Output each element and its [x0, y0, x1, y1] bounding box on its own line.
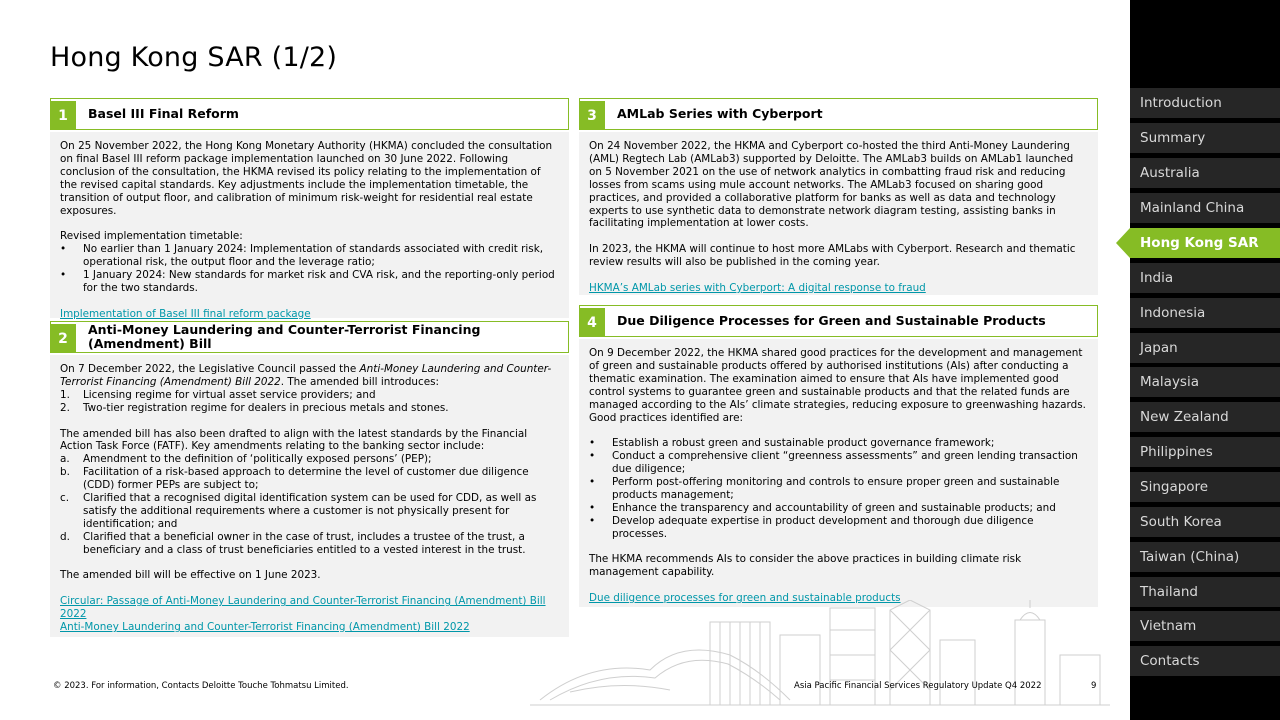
lettered-item: a. Amendment to the definition of ‘politically exposed persons’ (PEP); — [60, 453, 432, 466]
bullet-item: • 1 January 2024: New standards for market risk and CVA risk, and the reporting-only period for the two standards. — [60, 269, 555, 294]
page-number: 9 — [1091, 681, 1097, 691]
numbered-item: 2. Two-tier registration regime for dealers in precious metals and stones. — [60, 401, 449, 414]
section-number-badge: 3 — [579, 101, 605, 130]
paragraph: Revised implementation timetable: — [60, 230, 243, 243]
circular-link[interactable]: Circular: Passage of Anti-Money Laundering and Counter-Terrorist Financing (Amendment) Bill 2022 — [60, 595, 546, 621]
nav-item-taiwan-china[interactable]: Taiwan (China) — [1130, 542, 1280, 572]
active-nav-arrow-icon — [1116, 228, 1130, 258]
bullet-item: • Perform post-offering monitoring and controls to ensure proper green and sustainable products management; — [589, 476, 1060, 501]
section-1-body — [50, 132, 569, 318]
lettered-item: d. Clarified that a beneficial owner in the case of trust, includes a trustee of the trust, a beneficiary and a class of trust beneficiaries entitled to a vested interest in the trust. — [60, 530, 526, 556]
bullet-item: • Establish a robust green and sustainable product governance framework; — [589, 437, 995, 450]
nav-item-australia[interactable]: Australia — [1130, 158, 1280, 188]
section-1-header — [50, 98, 569, 130]
paragraph: On 9 December 2022, the HKMA shared good practices for the development and management of green and sustainable products offered by authorised institutions (AIs) after conducting a thematic examination. The examination aimed to ensure that AIs have implemented good control systems to guarantee green and sustainable products and that the related funds are managed according to the AIs’ climate strategies, reducing exposure to greenwashing hazards. Good practices identified are: — [589, 347, 1086, 424]
nav-item-thailand[interactable]: Thailand — [1130, 577, 1280, 607]
section-title: Anti-Money Laundering and Counter-Terrorist Financing (Amendment) Bill — [88, 322, 481, 351]
lettered-item: b. Facilitation of a risk-based approach to determine the level of customer due diligence (CDD) former PEPs are subject to; — [60, 466, 529, 492]
section-number-badge: 2 — [50, 324, 76, 353]
paragraph: On 25 November 2022, the Hong Kong Monetary Authority (HKMA) concluded the consultation on final Basel III reform package implementation launched on 30 June 2022. Following conclusion of the consultation, the HKMA revised its policy relating to the implementation of the revised capital standards. Key adjustments include the implementation timetable, the transition of output floor, and calibration of minimum risk-weight for residential real estate exposures. — [60, 140, 553, 217]
nav-item-indonesia[interactable]: Indonesia — [1130, 298, 1280, 328]
numbered-item: 1. Licensing regime for virtual asset service providers; and — [60, 388, 376, 401]
paragraph: On 24 November 2022, the HKMA and Cyberport co-hosted the third Anti-Money Laundering (AML) Regtech Lab (AMLab3) supported by Deloitte. The AMLab3 builds on AMLab1 launched on 5 November 2021 on the use of network analytics in combatting fraud risk and reducing losses from scams using mule account networks. The AMLab3 focused on sharing good practices, and provided a collaborative platform for banks as well as data and technology experts to use synthetic data to demonstrate network diagram testing, assisting banks in facilitating implementation at lower costs. — [589, 140, 1074, 230]
section-4-body — [579, 339, 1098, 607]
bullet-item: • No earlier than 1 January 2024: Implementation of standards associated with credit risk, operational risk, the output floor and the leverage ratio; — [60, 243, 544, 269]
section-title: AMLab Series with Cyberport — [617, 106, 823, 121]
bill-link[interactable]: Anti-Money Laundering and Counter-Terrorist Financing (Amendment) Bill 2022 — [60, 621, 470, 634]
nav-item-vietnam[interactable]: Vietnam — [1130, 611, 1280, 641]
green-products-link[interactable]: Due diligence processes for green and sustainable products — [589, 592, 901, 605]
nav-item-philippines[interactable]: Philippines — [1130, 437, 1280, 467]
paragraph: The amended bill has also been drafted to align with the latest standards by the Financial Action Task Force (FATF). Key amendments relating to the banking sector include: — [60, 427, 528, 453]
nav-item-introduction[interactable]: Introduction — [1130, 88, 1280, 118]
bullet-item: • Develop adequate expertise in product development and thorough due diligence processes. — [589, 514, 1034, 540]
paragraph: The HKMA recommends AIs to consider the above practices in building climate risk management capability. — [589, 553, 1022, 579]
section-3-header — [579, 98, 1098, 130]
nav-item-hong-kong-sar[interactable]: Hong Kong SAR — [1130, 228, 1280, 258]
basel-link[interactable]: Implementation of Basel III final reform package — [60, 307, 311, 320]
nav-item-singapore[interactable]: Singapore — [1130, 472, 1280, 502]
section-2-body — [50, 355, 569, 637]
paragraph: On 7 December 2022, the Legislative Council passed the Anti-Money Laundering and Counter-Terrorist Financing (Amendment) Bill 2022. The amended bill introduces: — [60, 363, 552, 388]
nav-item-south-korea[interactable]: South Korea — [1130, 507, 1280, 537]
section-number-badge: 4 — [579, 308, 605, 337]
section-title: Basel III Final Reform — [88, 106, 239, 121]
nav-item-japan[interactable]: Japan — [1130, 333, 1280, 363]
section-number-badge: 1 — [50, 101, 76, 130]
nav-item-contacts[interactable]: Contacts — [1130, 646, 1280, 676]
amlab-link[interactable]: HKMA’s AMLab series with Cyberport: A digital response to fraud — [589, 281, 926, 294]
nav-item-new-zealand[interactable]: New Zealand — [1130, 402, 1280, 432]
nav-item-summary[interactable]: Summary — [1130, 123, 1280, 153]
paragraph: In 2023, the HKMA will continue to host more AMLabs with Cyberport. Research and thematic review results will also be published in the coming year. — [589, 243, 1076, 269]
section-title: Due Diligence Processes for Green and Sustainable Products — [617, 313, 1046, 328]
skyline-illustration — [530, 600, 1110, 720]
page-title: Hong Kong SAR (1/2) — [50, 42, 338, 73]
section-4-header — [579, 305, 1098, 337]
footer-copyright: © 2023. For information, Contacts Deloitte Touche Tohmatsu Limited. — [53, 681, 349, 691]
lettered-item: c. Clarified that a recognised digital identification system can be used for CDD, as well as satisfy the additional requirements where a customer is not physically present for identification; and — [60, 492, 537, 530]
nav-item-mainland-china[interactable]: Mainland China — [1130, 193, 1280, 223]
section-2-header — [50, 321, 569, 353]
paragraph: The amended bill will be effective on 1 June 2023. — [60, 569, 321, 582]
section-3-body — [579, 132, 1098, 295]
bullet-item: • Conduct a comprehensive client “greenness assessments” and green lending transaction due diligence; — [589, 450, 1078, 476]
nav-item-malaysia[interactable]: Malaysia — [1130, 367, 1280, 397]
footer-publication: Asia Pacific Financial Services Regulatory Update Q4 2022 — [794, 681, 1042, 691]
bullet-item: • Enhance the transparency and accountability of green and sustainable products; and — [589, 501, 1056, 514]
nav-item-india[interactable]: India — [1130, 263, 1280, 293]
